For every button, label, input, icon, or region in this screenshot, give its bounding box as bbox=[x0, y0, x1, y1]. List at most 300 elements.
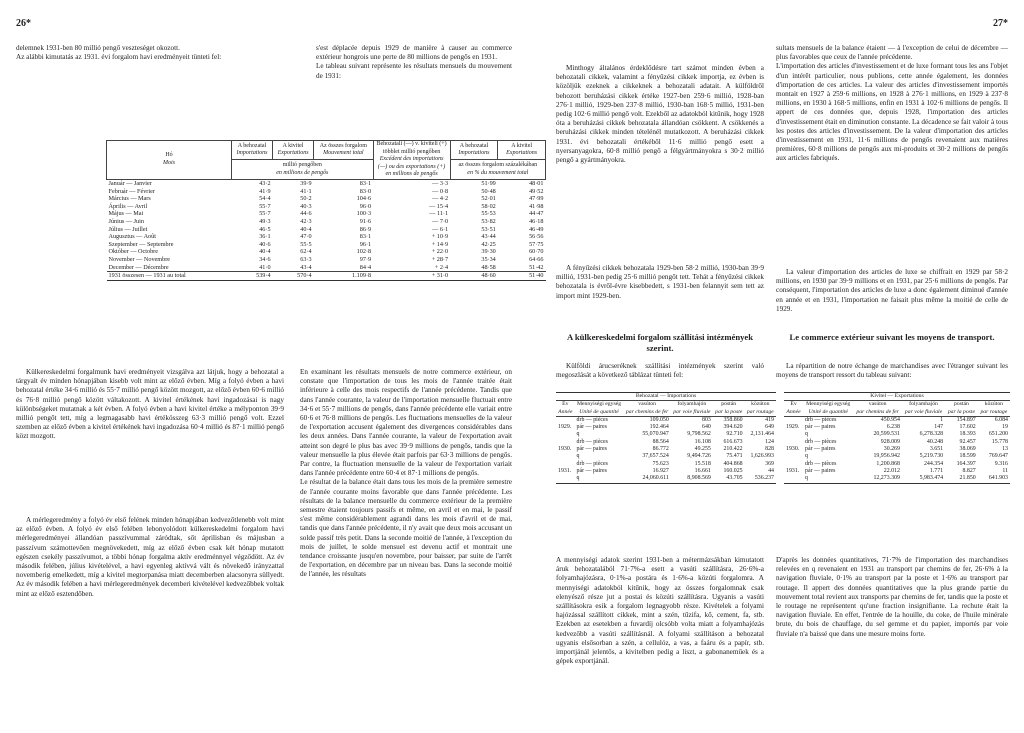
road-cell: 15.778 bbox=[991, 438, 1008, 445]
col-exports: A kivitel bbox=[282, 142, 304, 149]
pct-exports-cell: 41·98 bbox=[529, 202, 544, 210]
table-row bbox=[784, 431, 1010, 438]
col-total: Az összes forgalom bbox=[319, 142, 367, 149]
table-row bbox=[784, 468, 1010, 475]
col-month: Hó bbox=[165, 152, 173, 159]
h-year-fr: Année bbox=[786, 408, 801, 415]
pct-exports-cell: 44·47 bbox=[529, 210, 544, 218]
paragraph: A mérlegeredmény a folyó év első felének minden hónapjában kedvezőtlenebb volt mint az előző évben. A folyó év első felében lebonyolódott külkereskedelmi forgalom havi mérlegeredményei állandóan passzívummal záródtak, sőt áprilisban és májusban a passzívum számottevően megnövekedett, míg az előző évben csak két hónap mutatott egészen csekély passzívumot, a többi hónap forgalma aktív eredménnyel végződött. Az év második felében, július kivételével, a havi egyenleg aktívvá vált és növekedő irányzattal novemberig emelkedett, míg a kivitel megtorpanása miatt decemberben alacsonyra süllyedt. Az év második felében a havi mérlegeredmények decemberi kivételével kedvezőbbek voltak mint az előző esztendőben. bbox=[16, 516, 284, 598]
road-cell: 11 bbox=[1002, 467, 1008, 474]
unit-cell: pár — paires bbox=[576, 424, 607, 431]
right-body-hungarian-1 bbox=[556, 64, 764, 168]
total-cell: 1.109·8 bbox=[314, 272, 374, 281]
unit-cell: q bbox=[576, 453, 580, 460]
pct-imports-cell: 48·60 bbox=[450, 272, 498, 281]
rail-cell: 22.012 bbox=[883, 467, 900, 474]
rail-cell: 75.623 bbox=[652, 460, 669, 467]
total-cell: 100·3 bbox=[356, 210, 372, 218]
year-cell bbox=[556, 461, 575, 468]
h-road-fr: par routage bbox=[746, 408, 774, 415]
total-cell: 96·0 bbox=[359, 202, 372, 210]
month-cell: Január — Janvier bbox=[108, 179, 152, 187]
balance-cell: — 6·1 bbox=[432, 225, 449, 233]
month-cell: Szeptember — Septembre bbox=[108, 240, 174, 248]
pct-imports-cell: 58·02 bbox=[481, 202, 496, 210]
river-cell: 8,908.569 bbox=[687, 475, 711, 482]
total-cell: 96·1 bbox=[359, 240, 372, 248]
pct-imports-cell: 51·99 bbox=[481, 179, 496, 187]
road-cell: 419 bbox=[765, 416, 774, 423]
table-row bbox=[107, 241, 546, 249]
col-balance-fr: Excédent des importations (—) ou des exportations (+) en millions de pengős bbox=[377, 156, 446, 178]
road-cell: 536.237 bbox=[754, 475, 774, 482]
river-cell: 49.255 bbox=[694, 446, 711, 453]
table-row bbox=[556, 468, 776, 475]
month-cell: December — Décembre bbox=[108, 263, 169, 271]
paragraph: Külkereskedelmi forgalmunk havi eredményeit vizsgálva azt látjuk, hogy a behozatal a tárgyalt év minden hónapjában kisebb volt mint az előző évben. Míg a folyó évben a havi behozatal értéke 34·6 millió és 55·7 millió pengő között mozgott, az előző évben 60·6 millió és 76·8 millió pengő között váltakozott. A kivitel értékének havi ingadozásai is nagy különbségeket mutatnak a két évben. A folyó évben a havi kivitel értéke a mélyponton 39·9 millió pengőt tett, míg a legmagasabb havi értékösszeg 63·3 millió pengő volt. Ezzel szemben az előző évben a kivitel értékének havi ingadozása 60·4 millió és 87·1 millió pengő közt mozgott. bbox=[16, 368, 284, 441]
imports-cell: 55·7 bbox=[259, 202, 271, 210]
table-row bbox=[556, 475, 776, 483]
river-cell: 5,219.730 bbox=[919, 453, 944, 460]
river-cell: 244.354 bbox=[923, 460, 944, 467]
h-rail: vasúton bbox=[638, 401, 656, 408]
h-post: postán bbox=[721, 401, 737, 408]
rail-cell: 19,956.942 bbox=[873, 453, 900, 460]
post-cell: 92.457 bbox=[959, 438, 976, 445]
river-cell: 5,983.474 bbox=[919, 475, 944, 482]
imports-cell: 43·2 bbox=[259, 179, 271, 187]
river-cell: 1.771 bbox=[929, 467, 944, 474]
imports-cell: 49·3 bbox=[259, 217, 271, 225]
exports-cell: 42·3 bbox=[300, 217, 312, 225]
h-river: folyamhajón bbox=[909, 401, 938, 408]
section-heading-french: Le commerce extérieur suivant les moyens de transport. bbox=[789, 332, 995, 342]
pct-imports-cell: 42·25 bbox=[481, 240, 496, 248]
month-cell: Augusztus — Août bbox=[108, 233, 156, 241]
year-cell: 1930. bbox=[786, 446, 800, 453]
year-cell: 1929. bbox=[786, 424, 800, 431]
table-row bbox=[784, 446, 1010, 453]
total-row bbox=[107, 272, 546, 281]
table-row bbox=[107, 218, 546, 226]
balance-cell: — 15·4 bbox=[429, 202, 449, 210]
balance-cell: + 2·4 bbox=[434, 263, 449, 271]
table-row bbox=[107, 210, 546, 218]
pct-exports-cell: 48·01 bbox=[529, 179, 544, 187]
exports-cell: 62·4 bbox=[300, 248, 312, 256]
rail-cell: 88.564 bbox=[652, 438, 669, 445]
export-table-title: Kivitel — Exportations bbox=[784, 393, 1010, 401]
unit-cell: pár — paires bbox=[805, 424, 836, 431]
unit-cell: q bbox=[576, 431, 580, 438]
col-total-fr: Mouvement total bbox=[323, 150, 364, 157]
year-cell bbox=[556, 416, 575, 424]
year-cell bbox=[556, 439, 575, 446]
h-unit: Mennyiségi egység bbox=[806, 401, 851, 408]
road-cell: 6.084 bbox=[994, 416, 1008, 423]
post-cell: 43.705 bbox=[726, 475, 743, 482]
table-row bbox=[556, 431, 776, 438]
exports-cell: 47·0 bbox=[300, 233, 312, 241]
h-road: közúton bbox=[751, 401, 770, 408]
unit-cell: drb — pièces bbox=[805, 460, 837, 467]
road-cell: 649 bbox=[765, 424, 774, 431]
pct-imports-cell: 53·51 bbox=[481, 225, 496, 233]
month-cell: Július — Juillet bbox=[108, 225, 148, 233]
river-cell: 9,798.562 bbox=[687, 431, 711, 438]
pct-exports-cell: 51·40 bbox=[498, 272, 546, 281]
h-rail: vasúton bbox=[868, 401, 887, 408]
pct-imports-cell: 52·01 bbox=[481, 195, 496, 203]
month-cell: Február — Février bbox=[108, 187, 155, 195]
h-river-fr: par voie fluviale bbox=[904, 408, 943, 415]
pct-imports-cell: 53·82 bbox=[481, 217, 496, 225]
road-cell: 769.647 bbox=[988, 453, 1008, 460]
year-cell bbox=[784, 416, 803, 424]
year-cell: 1929. bbox=[558, 424, 572, 431]
body-hungarian-1 bbox=[16, 368, 284, 445]
table-row bbox=[107, 256, 546, 264]
pct-exports-cell: 47·99 bbox=[529, 195, 544, 203]
year-cell: 1931. bbox=[558, 467, 572, 474]
col-exports-fr: Exportations bbox=[277, 150, 309, 157]
road-cell: 124 bbox=[765, 438, 774, 445]
rail-cell: 16.927 bbox=[652, 467, 669, 474]
road-cell: 641.903 bbox=[988, 475, 1008, 482]
transport-intro-french bbox=[776, 362, 1008, 383]
total-cell: 97·9 bbox=[359, 255, 372, 263]
unit-percent-fr: en % du mouvement total bbox=[467, 169, 529, 176]
year-cell: 1931. bbox=[786, 467, 800, 474]
unit-cell: drb — pièces bbox=[805, 438, 837, 445]
col-balance: Behozatali (—) v. kiviteli (+) többlet millió pengőben bbox=[376, 141, 447, 155]
table-row bbox=[556, 439, 776, 446]
h-post-fr: par la poste bbox=[715, 408, 743, 415]
unit-cell: drb — pièces bbox=[576, 438, 608, 445]
month-cell: Május — Mai bbox=[108, 210, 144, 218]
road-cell: 44 bbox=[768, 467, 774, 474]
month-cell: Június — Juin bbox=[108, 217, 144, 225]
unit-percent: az összes forgalom százalékában bbox=[458, 162, 538, 169]
unit-cell: q bbox=[805, 453, 808, 460]
unit-cell: pár — paires bbox=[576, 467, 607, 474]
river-cell: 640 bbox=[702, 424, 711, 431]
table-row bbox=[556, 453, 776, 460]
rail-cell: 12,273.309 bbox=[873, 475, 900, 482]
total-cell: 86·9 bbox=[359, 225, 372, 233]
road-cell: 1,626.993 bbox=[750, 453, 774, 460]
river-cell: 9,494.726 bbox=[687, 453, 711, 460]
rail-cell: 24,060.611 bbox=[642, 475, 669, 482]
year-cell bbox=[784, 475, 803, 483]
balance-cell: — 7·0 bbox=[432, 217, 449, 225]
post-cell: 17.602 bbox=[959, 424, 976, 431]
table-row bbox=[784, 475, 1010, 483]
table-row bbox=[556, 424, 776, 431]
table-row bbox=[107, 264, 546, 272]
imports-cell: 539·4 bbox=[232, 272, 273, 281]
river-cell: 1 bbox=[940, 416, 944, 423]
imports-cell: 46·5 bbox=[259, 225, 271, 233]
imports-cell: 34·6 bbox=[259, 255, 271, 263]
post-cell: 18.393 bbox=[959, 431, 976, 438]
table-row bbox=[784, 439, 1010, 446]
imports-cell: 36·1 bbox=[259, 233, 271, 241]
paragraph: A fényűzési cikkek behozatala 1929-ben 58·2 millió, 1930-ban 39·9 millió, 1931-ben pedig 25·6 millió pengőt tett. Tehát a fényűzési cikkek behozatala is évről-évre kisebbedett, s 1931-ben felannyit sem tett az import mint 1929-ben. bbox=[556, 264, 764, 300]
unit-cell: q bbox=[576, 475, 580, 482]
river-cell: 147 bbox=[934, 424, 944, 431]
post-cell: 404.868 bbox=[723, 460, 743, 467]
imports-cell: 55·7 bbox=[259, 210, 271, 218]
transport-analysis-french: D'après les données quantitatives, 71·7% de l'importation des marchandises relevées en q revenaient en 1931 au transport par chemins de fer, 26·6% à la navigation fluviale, 0·1% au transport par la poste et 1·6% au transport par routage. Il appert des données quantitatives que la plus grande partie du mouvement total revient aux transports par chemins de fer, tandis que la poste et le routage ne représentent qu'une fraction insignifiante. La rechute était la navigation fluviale. En effet, l'entrée de la houille, du coke, de l'huile minérale brute, du bois de chauffage, du sel gemme et du papier, importés par voie fluviale n'a baissé que dans une mesure moins forte. bbox=[776, 556, 1008, 638]
h-unit: Mennyiségi egység bbox=[576, 401, 622, 408]
river-cell: 15.518 bbox=[694, 460, 711, 467]
pct-exports-cell: 46·49 bbox=[529, 225, 544, 233]
river-cell: 3.651 bbox=[929, 446, 944, 453]
pct-exports-cell: 60·70 bbox=[529, 248, 544, 256]
pct-exports-cell: 57·75 bbox=[529, 240, 544, 248]
rail-cell: 55,070.947 bbox=[642, 431, 669, 438]
post-cell: 616.673 bbox=[723, 438, 743, 445]
pct-imports-cell: 50·48 bbox=[481, 187, 496, 195]
col-pct-imports: A behozatal bbox=[459, 142, 489, 149]
balance-cell: — 3·3 bbox=[432, 179, 449, 187]
road-cell: 369 bbox=[765, 460, 774, 467]
table-row bbox=[556, 416, 776, 424]
table-row bbox=[107, 179, 546, 187]
transport-intro-hungarian bbox=[556, 362, 764, 383]
post-cell: 358.860 bbox=[723, 416, 743, 423]
post-cell: 38.069 bbox=[959, 446, 976, 453]
balance-cell: + 31·0 bbox=[373, 272, 450, 281]
paragraph: Minthogy általános érdeklődésre tart számot minden évben a behozatali cikkek, valamint a fényűzési cikkek importja, ez évben is közöljük ezeknek a cikkeknek a behozatali adatait. A külföldről behozott beruházási cikkek értéke 1927-ben 259·6 millió, 1928-ban 276·1 millió, 1929-ben 237·8 millió, 1930-ban 168·5 millió, 1931-ben pedig 102·6 millió pengő volt. Ezekből az adatokból kitűnik, hogy 1928 óta a beruházási cikkek behozatala állandóan csökkent. A csökkenés a beruházási cikkek minden tételénél mutatkozott. A beruházási cikkek 1931. évi behozatali értékéből 11·6 millió pengő esett a nyersanyagokra, 60·8 millió pengő a félgyártmányokra s 30·2 millió pengő a gyártmányokra. bbox=[556, 64, 764, 165]
month-cell: Október — Octobre bbox=[108, 248, 158, 256]
transport-analysis-hungarian: A mennyiségi adatok szerint 1931-ben a métermázsákban kimutatott áruk behozatalából 71·7%-a esett a vasúti szállításra, 26·6%-a folyamhajózásra, 0·1%-a postára és 1·6%-a közúti forgalomra. A mennyiségi adatokból kitűnik, hogy az összes forgalomnak csak elenyésző része jut a postai és közúti szállításra. Ugyanis a vasúti szállításokra esik a forgalom legnagyobb része. Kivételek a folyami hajózással szállított cikkek, mint a szén, tűzifa, kő, cement, fa, stb. Ezekben az esetekben a fuvardíj olcsóbb volta miatt a folyamhajózás kedvezőbb a vasúti szállításnál. A folyami szállításon a behozatal ugyanis elsősorban a szén, a cellulóz, a vas, a faáru és a papír, stb. importjánál jelentős, a kivitelben pedig a liszt, a gabonaneműek és a gépek exportjánál. bbox=[556, 556, 764, 666]
page-number-left: 26* bbox=[16, 18, 31, 29]
h-year-fr: Année bbox=[558, 408, 573, 415]
paragraph: Külföldi árucseréknek szállítási intézmények szerint való megoszlását a következő táblázat tünteti fel: bbox=[556, 362, 764, 380]
h-post: postán bbox=[954, 401, 969, 408]
col-month-fr: Mois bbox=[163, 159, 175, 166]
year-cell bbox=[556, 431, 575, 438]
table-row bbox=[784, 416, 1010, 424]
unit-cell: q bbox=[805, 431, 808, 438]
year-cell: 1930. bbox=[558, 446, 572, 453]
exports-cell: 40·3 bbox=[300, 202, 312, 210]
export-transport-table bbox=[784, 392, 1010, 484]
total-cell: 104·6 bbox=[356, 195, 372, 203]
imports-cell: 41·0 bbox=[259, 263, 271, 271]
unit-cell: pár — paires bbox=[805, 446, 836, 453]
year-cell bbox=[784, 453, 803, 460]
intro-french: s'est déplacée depuis 1929 de manière à causer au commerce extérieur hongrois une perte de 80 millions de pengős en 1931. Le tableau suivant représente les résultats mensuels du mouvement de 1931: bbox=[316, 44, 512, 80]
rail-cell: 6.238 bbox=[886, 424, 900, 431]
paragraph: La répartition de notre échange de marchandises avec l'étranger suivant les moyens de transport ressort du tableau suivant: bbox=[776, 362, 1008, 380]
imports-cell: 54·4 bbox=[259, 195, 271, 203]
h-river-fr: par voie fluviale bbox=[673, 408, 711, 415]
balance-cell: — 0·8 bbox=[432, 187, 449, 195]
right-body-hungarian-2 bbox=[556, 264, 764, 304]
paragraph: La valeur d'importation des articles de luxe se chiffrait en 1929 par 58·2 millions, en 1930 par 39·9 millions et en 1931, par 25·6 millions de pengős. Par conséquent, l'importation des articles de luxe a donc également diminué d'année en année et en 1931, l'importation ne faisait plus même la moitié de celle de 1929. bbox=[776, 268, 1008, 313]
pct-exports-cell: 46·18 bbox=[529, 217, 544, 225]
h-rail-fr: par chemins de fer bbox=[856, 408, 899, 415]
balance-cell: + 14·9 bbox=[431, 240, 449, 248]
year-cell bbox=[784, 431, 803, 438]
post-cell: 8.827 bbox=[962, 467, 976, 474]
year-cell bbox=[556, 475, 575, 483]
unit-cell: drb — pièces bbox=[576, 460, 608, 467]
pct-imports-cell: 39·30 bbox=[481, 248, 496, 256]
pct-exports-cell: 64·66 bbox=[529, 255, 544, 263]
body-hungarian-2 bbox=[16, 516, 284, 602]
section-heading-hungarian: A külkereskedelmi forgalom szállítási intézmények szerint. bbox=[566, 332, 754, 353]
table-row bbox=[107, 226, 546, 234]
total-cell: 83·1 bbox=[359, 179, 372, 187]
rail-cell: 86.772 bbox=[652, 446, 669, 453]
unit-cell: q bbox=[805, 475, 808, 482]
road-cell: 13 bbox=[1002, 446, 1008, 453]
post-cell: 210.422 bbox=[723, 446, 743, 453]
balance-cell: — 4·2 bbox=[432, 195, 449, 203]
month-cell: Március — Mars bbox=[108, 195, 151, 203]
post-cell: 18.599 bbox=[959, 453, 976, 460]
col-pct-exports: A kivitel bbox=[511, 142, 533, 149]
pct-exports-cell: 51·42 bbox=[529, 263, 544, 271]
col-imports: A behozatal bbox=[237, 142, 267, 149]
total-cell: 102·8 bbox=[356, 248, 372, 256]
h-year: Év bbox=[562, 401, 569, 408]
rail-cell: 37,657.524 bbox=[642, 453, 669, 460]
h-post-fr: par la poste bbox=[947, 408, 976, 415]
pct-imports-cell: 48·58 bbox=[481, 263, 496, 271]
rail-cell: 192.464 bbox=[649, 424, 669, 431]
exports-cell: 570·4 bbox=[273, 272, 314, 281]
rail-cell: 1,200.868 bbox=[876, 460, 900, 467]
exports-cell: 44·6 bbox=[300, 210, 312, 218]
balance-cell: + 22·0 bbox=[431, 248, 449, 256]
body-french: En examinant les résultats mensuels de notre commerce extérieur, on constate que l'importation de tous les mois de l'année traitée était inférieure à celle des mois respectifs de l'année précédente. Tandis que dans l'année courante, la valeur de l'importation mensuelle fluctuait entre 34·6 et 55·7 millions de pengős, dans l'année précédente elle variait entre 60·6 et 76·8 millions de pengős. Les fluctuations mensuelles de la valeur de l'exportation accusent également des divergences considérables dans les deux années. Dans l'année courante, la valeur de l'exportation avait atteint son degré le plus bas avec 39·9 millions de pengős, tandis que la valeur mensuelle la plus élevée était parfois par 63·3 millions de pengős. Par contre, la fluctuation mensuelle de la valeur de l'exportation variait dans l'année précédente entre 60·4 et 87·1 millions de pengős. Le résultat de la balance était dans tous les mois de la première semestre de l'année courante moins favorable que dans l'année précédente. Les résultats de la balance mensuelle du commerce extérieur de la première semestre étaient toujours passifs et même, en avril et en mai, le passif s'est même considérablement agrandi dans les mois d'avril et de mai, tandis que dans l'année précédente, il n'y avait que deux mois accusant un solde passif très petit. Dans la seconde moitié de l'année, à l'exception du mois de juillet, le solde mensuel est devenu actif et montrait une tendance croissante jusqu'en novembre, pour baisser, par suite de l'arrêt de l'exportation, en décembre par un niveau bas. Dans la seconde moitié de l'année, les résultats bbox=[300, 368, 512, 579]
post-cell: 160.025 bbox=[723, 467, 743, 474]
road-cell: 9.316 bbox=[994, 460, 1008, 467]
balance-cell: — 11·1 bbox=[429, 210, 449, 218]
import-transport-table bbox=[556, 392, 776, 484]
intro-hungarian: delemnek 1931-ben 80 millió pengő veszteséget okozott. Az alábbi kimutatás az 1931. évi forgalom havi eredményeit tünteti fel: bbox=[16, 44, 222, 62]
imports-cell: 40·4 bbox=[259, 248, 271, 256]
unit-cell: drb — pièces bbox=[576, 416, 608, 423]
page-number-right: 27* bbox=[993, 18, 1008, 29]
unit-cell: drb — pièces bbox=[805, 416, 837, 423]
h-road: közúton bbox=[984, 401, 1004, 408]
river-cell: 16.661 bbox=[694, 467, 711, 474]
import-table-title: Behozatal — Importations bbox=[556, 393, 776, 401]
pct-imports-cell: 55·53 bbox=[481, 210, 496, 218]
table-row bbox=[107, 203, 546, 211]
year-cell bbox=[784, 461, 803, 468]
road-cell: 19 bbox=[1002, 424, 1008, 431]
post-cell: 92.710 bbox=[726, 431, 743, 438]
river-cell: 16.108 bbox=[694, 438, 711, 445]
exports-cell: 43·4 bbox=[300, 263, 312, 271]
post-cell: 75.471 bbox=[726, 453, 743, 460]
month-cell: Április — Avril bbox=[108, 202, 148, 210]
h-road-fr: par routage bbox=[980, 408, 1008, 415]
h-rail-fr: par chemins de fer bbox=[625, 408, 669, 415]
post-cell: 394.620 bbox=[723, 424, 743, 431]
pct-imports-cell: 35·34 bbox=[481, 255, 496, 263]
unit-million: millió pengőben bbox=[282, 162, 322, 169]
h-river: folyamhajón bbox=[677, 401, 707, 408]
h-unit-fr: Unité de quantité bbox=[579, 408, 619, 415]
exports-cell: 41·1 bbox=[300, 187, 312, 195]
table-row bbox=[556, 461, 776, 468]
pct-exports-cell: 49·52 bbox=[529, 187, 544, 195]
table-row bbox=[107, 248, 546, 256]
month-cell: 1931 összesen — 1931 au total bbox=[107, 272, 232, 281]
h-unit-fr: Unité de quantité bbox=[808, 408, 848, 415]
total-cell: 84·4 bbox=[359, 263, 372, 271]
table-row bbox=[107, 195, 546, 203]
road-cell: 651.200 bbox=[988, 431, 1008, 438]
col-pct-imports-fr: Importations bbox=[458, 150, 490, 157]
post-cell: 164.397 bbox=[956, 460, 976, 467]
col-imports-fr: Importations bbox=[236, 150, 268, 157]
river-cell: 803 bbox=[702, 416, 711, 423]
table-row bbox=[784, 424, 1010, 431]
right-body-french-1: sultats mensuels de la balance étaient — à l'exception de celui de décembre — plus favorables que ceux de l'année précédente. L'importation des articles d'investissement et de luxe formant tous les ans l'objet d'un intérêt particulier, nous publions, cette année également, les données d'importation de ces articles. La valeur des articles d'investissement importés montait en 1927 à 259·6 millions, en 1928 à 276·1 millions, en 1929 à 237·8 millions, en 1930 à 168·5 millions, enfin en 1931 à 102·6 millions de pengős. Il appert de ces données que, depuis 1928, l'importation des articles d'investissement était en diminution constante. La décadence se fait valoir à tous les postes des articles d'investissement. De la valeur d'importation des articles d'investissement en 1931, 11·6 millions de pengős revenaient aux matières premières, 60·8 millions de pengős aux mi-produits et 30·2 millions de pengős aux articles fabriqués. bbox=[776, 44, 1008, 163]
rail-cell: 928.009 bbox=[880, 438, 900, 445]
exports-cell: 39·9 bbox=[300, 179, 312, 187]
rail-cell: 450.954 bbox=[880, 416, 900, 423]
post-cell: 154.897 bbox=[956, 416, 976, 423]
post-cell: 21.850 bbox=[959, 475, 976, 482]
exports-cell: 55·5 bbox=[300, 240, 312, 248]
table-row bbox=[556, 446, 776, 453]
unit-million-fr: en millions de pengős bbox=[276, 169, 329, 176]
exports-cell: 50·2 bbox=[300, 195, 312, 203]
balance-cell: + 10·9 bbox=[431, 233, 449, 241]
table-row bbox=[107, 188, 546, 196]
table-row bbox=[784, 461, 1010, 468]
balance-cell: + 28·7 bbox=[431, 255, 449, 263]
river-cell: 40.248 bbox=[926, 438, 944, 445]
rail-cell: 30.269 bbox=[883, 446, 900, 453]
year-cell bbox=[556, 453, 575, 460]
exports-cell: 63·3 bbox=[300, 255, 312, 263]
h-year: Év bbox=[790, 401, 797, 408]
table-row bbox=[784, 453, 1010, 460]
total-cell: 83·1 bbox=[359, 233, 372, 241]
total-cell: 83·0 bbox=[359, 187, 372, 195]
table-row bbox=[107, 233, 546, 241]
monthly-trade-table bbox=[106, 140, 546, 281]
total-cell: 91·6 bbox=[359, 217, 372, 225]
pct-imports-cell: 43·44 bbox=[481, 233, 496, 241]
river-cell: 6,278.328 bbox=[919, 431, 944, 438]
col-pct-exports-fr: Exportations bbox=[506, 150, 538, 157]
rail-cell: 20,599.531 bbox=[873, 431, 900, 438]
unit-cell: pár — paires bbox=[805, 467, 836, 474]
rail-cell: 109.050 bbox=[649, 416, 669, 423]
road-cell: 828 bbox=[765, 446, 774, 453]
imports-cell: 41·9 bbox=[259, 187, 271, 195]
exports-cell: 40·4 bbox=[300, 225, 312, 233]
pct-exports-cell: 56·56 bbox=[529, 233, 544, 241]
road-cell: 2,131.464 bbox=[750, 431, 774, 438]
unit-cell: pár — paires bbox=[576, 446, 607, 453]
right-body-french-2 bbox=[776, 268, 1008, 317]
month-cell: November — Novembre bbox=[108, 255, 171, 263]
year-cell bbox=[784, 439, 803, 446]
